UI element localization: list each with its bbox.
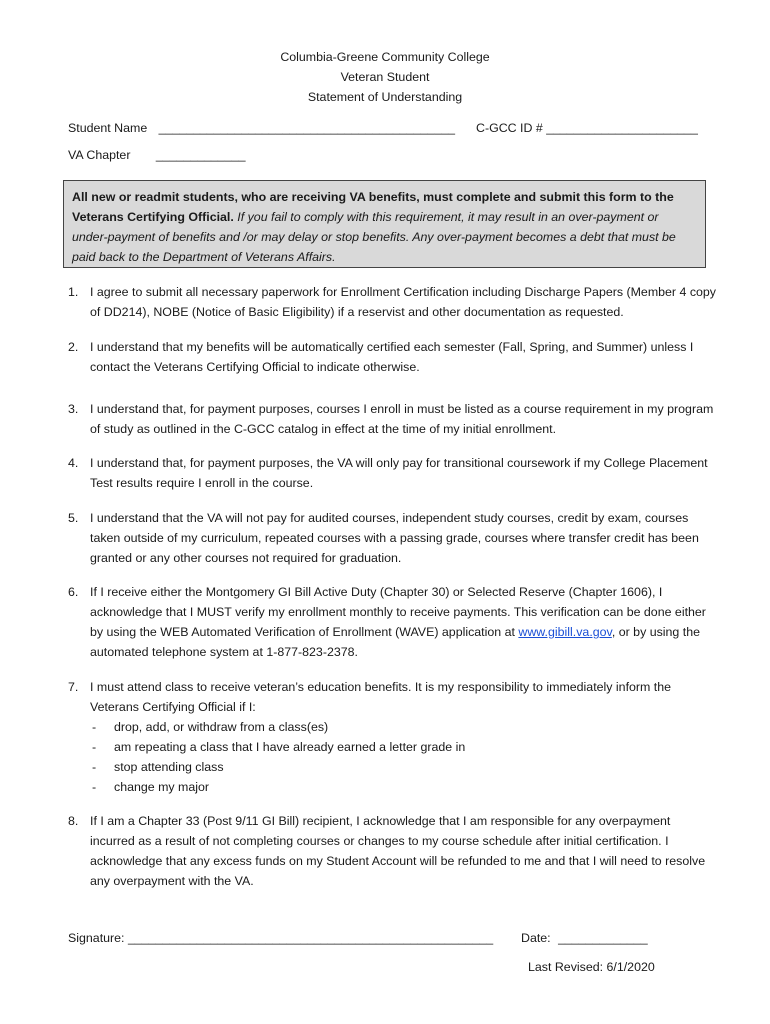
list-item [68, 282, 718, 322]
item-number: 1. [68, 285, 79, 299]
student-name-field[interactable]: ___________________________________________ [158, 121, 455, 135]
document-header [0, 47, 770, 107]
institution-name: Columbia-Greene Community College [280, 50, 490, 64]
signature-label: Signature: [68, 931, 125, 945]
item-text: I agree to submit all necessary paperwork for Enrollment Certification including Discharge Papers (Member 4 copy of DD214), NOBE (Notice of Basic Eligibility) if a reservist and other documentation as requested. [90, 285, 717, 319]
list-item [68, 582, 718, 662]
sub-item-text: change my major [114, 780, 210, 794]
sub-list-item [68, 717, 718, 737]
va-chapter-label: VA Chapter [68, 148, 131, 162]
item-text: I understand that, for payment purposes, courses I enroll in must be listed as a course requirement in my program of study as outlined in the C-GCC catalog in effect at the time of my initial enrollment. [90, 402, 714, 436]
item-text: I understand that my benefits will be automatically certified each semester (Fall, Spring, and Summer) unless I contact the Veterans Certifying Official to indicate otherwise. [90, 340, 694, 374]
item-text: If I am a Chapter 33 (Post 9/11 GI Bill) recipient, I acknowledge that I am responsible for any overpayment incurred as a result of not completing courses or changes to my course schedule after initial certification. I acknowledge that any excess funds on my Student Account will be refunded to me and that I will need to resolve any overpayment with the VA. [90, 814, 706, 888]
item-number: 2. [68, 340, 79, 354]
cgcc-id-row [476, 121, 698, 135]
item-text: I understand that the VA will not pay for audited courses, independent study courses, credit by exam, courses taken outside of my curriculum, repeated courses with a passing grade, courses where transfer credit has been granted or any other courses not required for graduation. [90, 511, 699, 565]
list-item [68, 399, 718, 439]
item-number: 5. [68, 511, 79, 525]
item-number: 8. [68, 814, 79, 828]
signature-field[interactable]: _____________________________________________________ [127, 931, 494, 945]
item-number: 6. [68, 585, 79, 599]
list-item [68, 453, 718, 493]
notice-box [63, 180, 706, 268]
sub-list-item [68, 737, 718, 757]
item-text-after-link: , or by using the automated telephone system at 1-877-823-2378. [90, 625, 700, 659]
va-chapter-row [68, 148, 246, 162]
dash-bullet: - [92, 740, 97, 754]
dash-bullet: - [92, 760, 97, 774]
document-title: Statement of Understanding [307, 90, 463, 104]
date-field[interactable]: _____________ [558, 931, 648, 945]
item-text-before-link: If I receive either the Montgomery GI Bill Active Duty (Chapter 30) or Selected Reserve (Chapter 1606), I acknowledge that I MUST verify my enrollment monthly to receive payments. This verification can be done either by using the WEB Automated Verification of Enrollment (WAVE) application at [90, 585, 706, 639]
va-chapter-field[interactable]: _____________ [155, 148, 246, 162]
item-text [90, 582, 718, 662]
item-number: 7. [68, 680, 79, 694]
document-subtitle: Veteran Student [340, 70, 430, 84]
gibill-link[interactable]: www.gibill.va.gov [518, 625, 612, 639]
dash-bullet: - [92, 720, 97, 734]
list-item [68, 508, 718, 568]
date-label: Date: [521, 931, 551, 945]
signature-row [68, 931, 493, 945]
sub-item-text: stop attending class [114, 760, 224, 774]
item-number: 4. [68, 456, 79, 470]
date-row [521, 931, 648, 945]
cgcc-id-label: C-GCC ID # [476, 121, 543, 135]
list-item [68, 811, 718, 891]
item-text: I understand that, for payment purposes, the VA will only pay for transitional coursework if my College Placement Test results require I enroll in the course. [90, 456, 708, 490]
cgcc-id-field[interactable]: ______________________ [546, 121, 698, 135]
sub-item-text: am repeating a class that I have already earned a letter grade in [114, 740, 466, 754]
list-item [68, 677, 718, 797]
sub-item-text: drop, add, or withdraw from a class(es) [114, 720, 329, 734]
student-name-label: Student Name [68, 121, 148, 135]
last-revised: Last Revised: 6/1/2020 [528, 960, 655, 974]
student-name-row [68, 121, 455, 135]
sub-list-item [68, 777, 718, 797]
sub-list-item [68, 757, 718, 777]
notice-italic-text: If you fail to comply with this requirement, it may result in an over-payment or under-payment of benefits and /or may delay or stop benefits. Any over-payment becomes a debt that must be paid back to the Department of Veterans Affairs. [72, 210, 676, 264]
list-item [68, 337, 718, 377]
dash-bullet: - [92, 780, 97, 794]
notice-bold-text: All new or readmit students, who are receiving VA benefits, must complete and submit this form to the Veterans Certifying Official. [72, 190, 674, 224]
item-number: 3. [68, 402, 79, 416]
item-text: I must attend class to receive veteran’s education benefits. It is my responsibility to immediately inform the Veterans Certifying Official if I: [90, 680, 672, 714]
